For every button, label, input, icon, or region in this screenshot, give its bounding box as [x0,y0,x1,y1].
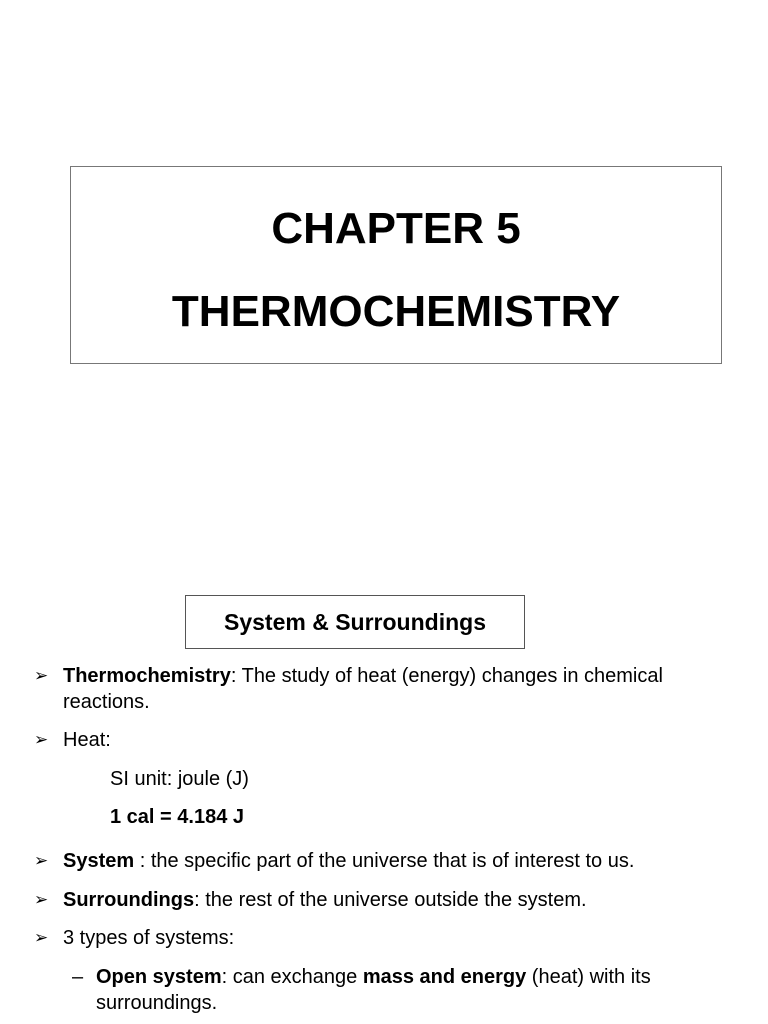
arrow-bullet-icon: ➢ [34,730,49,749]
dash-bullet-icon: – [72,966,84,988]
system-term: System [63,850,135,872]
arrow-bullet-icon: ➢ [34,851,49,870]
heat-label: Heat: [63,729,111,751]
chapter-title-box [70,166,722,364]
si-unit-text: SI unit: joule (J) [110,768,249,790]
chapter-number: CHAPTER 5 [271,204,521,253]
arrow-bullet-icon: ➢ [34,666,49,685]
thermochemistry-term: Thermochemistry [63,665,231,687]
open-system-definition-cont: surroundings. [96,992,218,1014]
chapter-subject: THERMOCHEMISTRY [171,287,621,336]
thermochemistry-definition: Thermochemistry: The study of heat (energy) changes in chemical [63,665,663,687]
calorie-equivalence: 1 cal = 4.184 J [110,806,245,828]
arrow-bullet-icon: ➢ [34,890,49,909]
arrow-bullet-icon: ➢ [34,928,49,947]
surroundings-term: Surroundings [63,889,195,911]
section-heading: System & Surroundings [185,595,525,649]
open-system-definition: Open system: can exchange mass and energy (heat) with its [96,966,651,988]
surroundings-definition: Surroundings: the rest of the universe outside the system. [63,889,587,911]
system-definition: System : the specific part of the universe that is of interest to us. [63,850,635,872]
system-types-label: 3 types of systems: [63,927,235,949]
open-system-term: Open system [96,966,222,988]
thermochemistry-definition-cont: reactions. [63,691,150,713]
